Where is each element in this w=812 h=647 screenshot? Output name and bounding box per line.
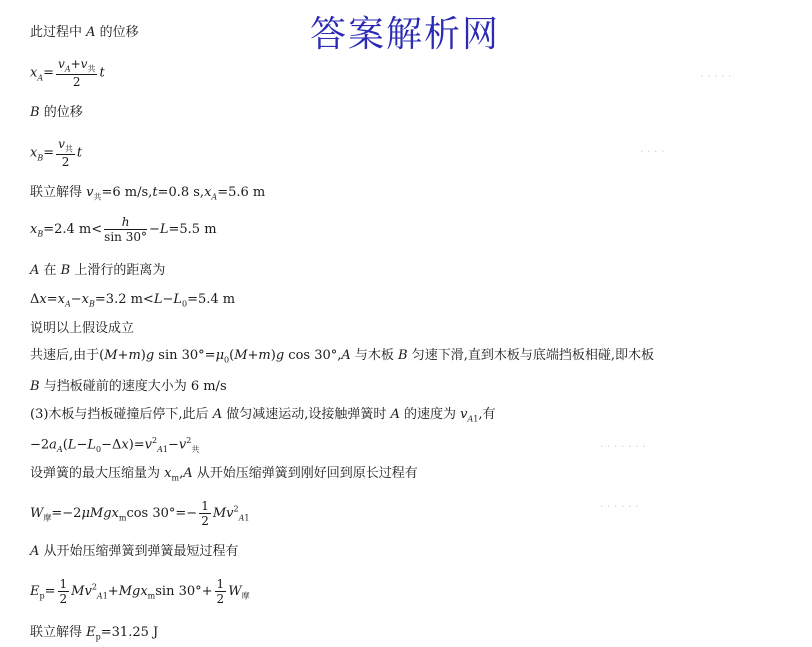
solution-line: A 在 B 上滑行的距离为	[30, 263, 166, 278]
equation-xb: $x_B=$ $\frac{v_共}{2}$ t	[30, 137, 83, 170]
solution-line: 此过程中 A 的位移	[30, 25, 139, 40]
equation-xb-compare: $x_B=2.4$ m< $\frac{h}{\sin 30^\circ}$ −L=5.5 m	[30, 215, 217, 244]
equation-deceleration: $-2a_A(L-L_0-\Delta x)=v^2_{A1}-v^2_共$	[30, 436, 200, 454]
solution-line: 联立解得 $v_共=6$ m/s,t=0.8 $s,x_A=5.6$ m	[30, 185, 266, 202]
equation-xa: $x_A=$ $\frac{v_A+v_共}{2}$ t	[30, 57, 105, 90]
solution-line: (3)木板与挡板碰撞后停下,此后 A 做匀减速运动,设接触弹簧时 A 的速度为 $v_{A1}$,有	[30, 407, 496, 424]
solution-line: B 的位移	[30, 105, 83, 120]
solution-line: 共速后,由于(M+m)g $\sin 30^\circ=\mu_0(M+m)g$ cos 30°,A 与木板 B 匀速下滑,直到木板与底端挡板相碰,即木板	[30, 348, 654, 365]
equation-friction-work: $W_摩=-2\mu Mgx_m\cos$ 30°=− $\frac{1}{2}$ $Mv^2_{A1}$	[30, 499, 250, 528]
solution-line: A 从开始压缩弹簧到弹簧最短过程有	[30, 544, 239, 559]
solution-line: B 与挡板碰前的速度大小为 6 m/s	[30, 379, 227, 394]
equation-delta-x: $\Delta x=x_A-x_B=3.2$ $m<L-L_0=5.4$ m	[30, 292, 236, 309]
watermark: 答案解析网	[310, 14, 501, 55]
final-result: 联立解得 $E_p=31.25$ J	[30, 625, 159, 642]
solution-line: 说明以上假设成立	[30, 321, 135, 336]
equation-elastic-energy: $E_p=$ $\frac{1}{2}$ $Mv^2_{A1}+Mgx_m\sin$ 30°+ $\frac{1}{2}$ $W_摩$	[30, 577, 250, 606]
bleed-through-text: · · · · · · ·	[600, 440, 646, 453]
solution-line: 设弹簧的最大压缩量为 $x_m,A$ 从开始压缩弹簧到刚好回到原长过程有	[30, 466, 418, 483]
bleed-through-text: · · · ·	[640, 145, 665, 158]
bleed-through-text: · · · · · ·	[600, 500, 639, 513]
bleed-through-text: · · · · ·	[700, 70, 732, 83]
